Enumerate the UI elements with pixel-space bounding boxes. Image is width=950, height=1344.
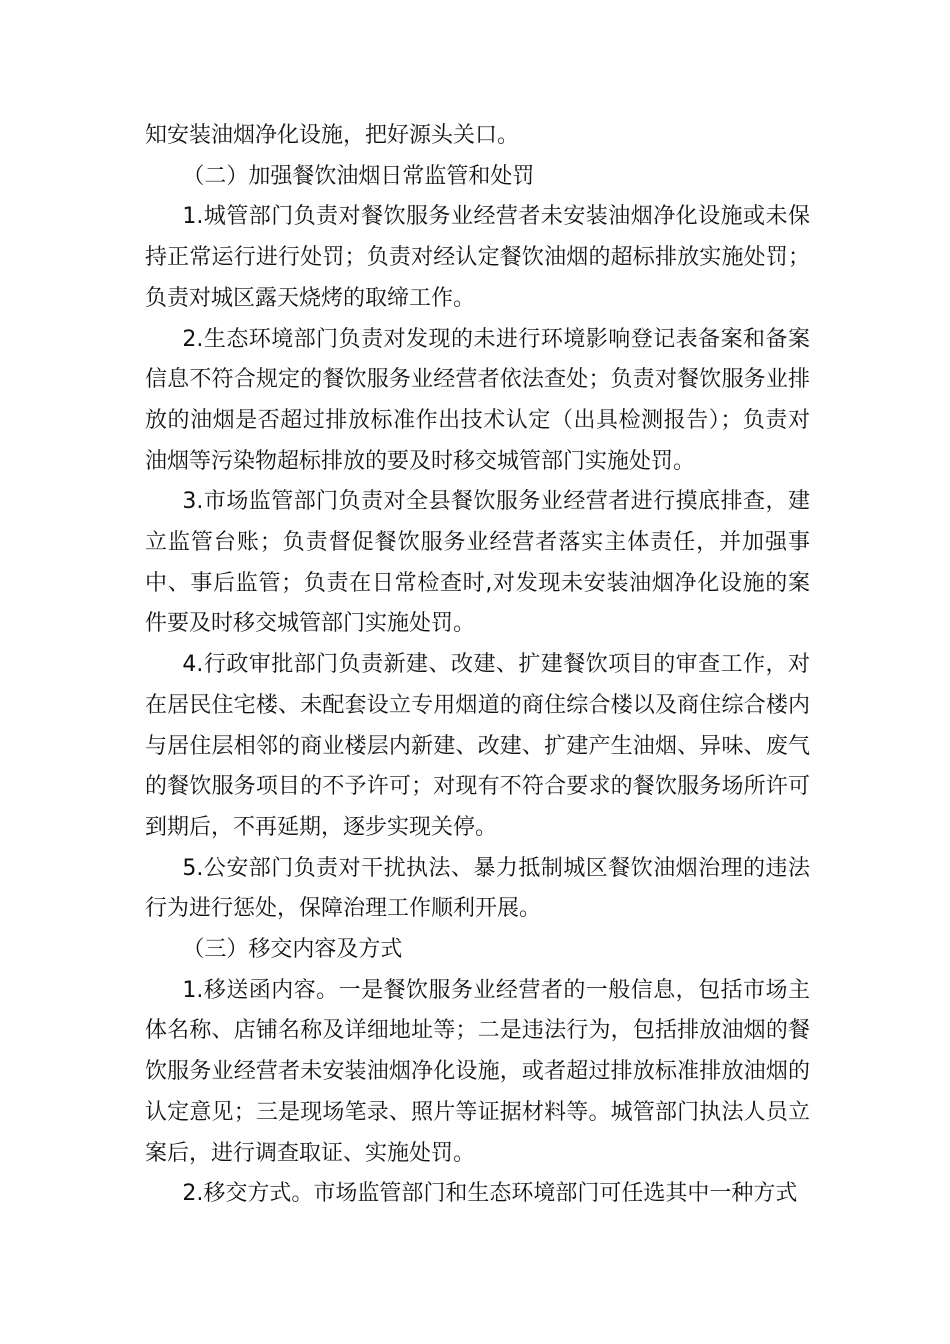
section-heading-2: （二）加强餐饮油烟日常监管和处罚	[182, 163, 535, 189]
paragraph-item-5: 5.公安部门负责对干扰执法、暴力抵制城区餐饮油烟治理的违法行为进行惩处，保障治理工作顺利开展。	[145, 855, 810, 922]
document-body	[145, 116, 810, 1215]
paragraph-item-4: 4.行政审批部门负责新建、改建、扩建餐饮项目的审查工作，对在居民住宅楼、未配套设立专用烟道的商住综合楼以及商住综合楼内与居住层相邻的商业楼层内新建、改建、扩建产生油烟、异味、废气的餐饮服务项目的不予许可；对现有不符合要求的餐饮服务场所许可到期后，不再延期，逐步实现关停。	[145, 652, 810, 840]
paragraph-item-2: 2.生态环境部门负责对发现的未进行环境影响登记表备案和备案信息不符合规定的餐饮服务业经营者依法查处；负责对餐饮服务业排放的油烟是否超过排放标准作出技术认定（出具检测报告）；负责对油烟等污染物超标排放的要及时移交城管部门实施处罚。	[145, 326, 810, 474]
paragraph-transfer-method: 2.移交方式。市场监管部门和生态环境部门可任选其中一种方式	[182, 1181, 798, 1207]
section-heading-3: （三）移交内容及方式	[182, 937, 403, 963]
paragraph-continuation: 知安装油烟净化设施，把好源头关口。	[145, 123, 520, 148]
paragraph-item-1: 1.城管部门负责对餐饮服务业经营者未安装油烟净化设施或未保持正常运行进行处罚；负责对经认定餐饮油烟的超标排放实施处罚；负责对城区露天烧烤的取缔工作。	[145, 204, 810, 311]
paragraph-transfer-content: 1.移送函内容。一是餐饮服务业经营者的一般信息，包括市场主体名称、店铺名称及详细地址等；二是违法行为，包括排放油烟的餐饮服务业经营者未安装油烟净化设施，或者超过排放标准排放油烟的认定意见；三是现场笔录、照片等证据材料等。城管部门执法人员立案后，进行调查取证、实施处罚。	[145, 977, 810, 1166]
paragraph-item-3: 3.市场监管部门负责对全县餐饮服务业经营者进行摸底排查，建立监管台账；负责督促餐饮服务业经营者落实主体责任，并加强事中、事后监管；负责在日常检查时,对发现未安装油烟净化设施的案件要及时移交城管部门实施处罚。	[145, 489, 810, 637]
